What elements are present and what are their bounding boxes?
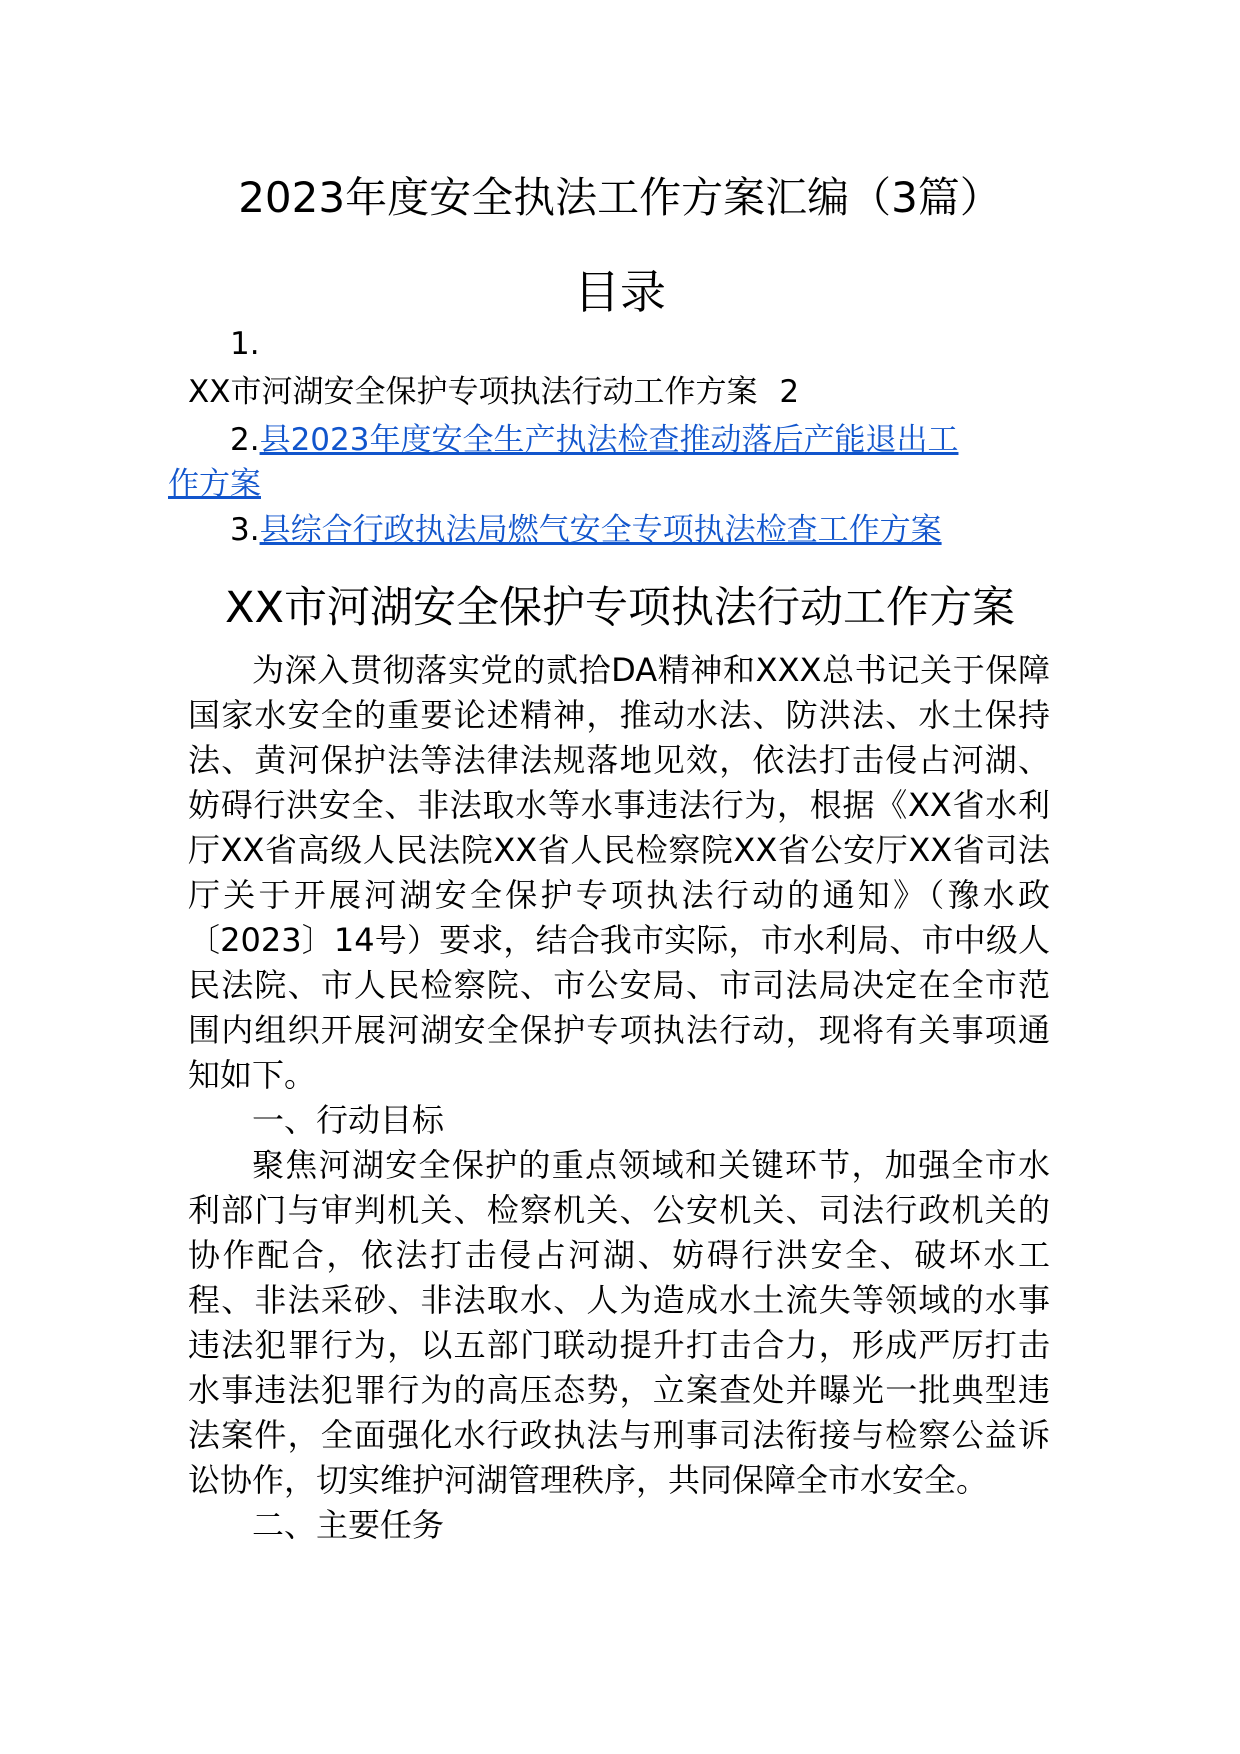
- toc-item-1-text: XX市河湖安全保护专项执法行动工作方案: [188, 374, 758, 410]
- toc-item-1[interactable]: [188, 368, 799, 416]
- toc-item-2-continued[interactable]: [168, 460, 261, 508]
- toc-heading: 目录: [574, 265, 666, 319]
- document-body: [188, 648, 1050, 1548]
- paragraph-action-goals: 聚焦河湖安全保护的重点领域和关键环节，加强全市水利部门与审判机关、检察机关、公安机关、司法行政机关的协作配合，依法打击侵占河湖、妨碍行洪安全、破坏水工程、非法采砂、非法取水、人为造成水土流失等领域的水事违法犯罪行为，以五部门联动提升打击合力，形成严厉打击水事违法犯罪行为的高压态势，立案查处并曝光一批典型违法案件，全面强化水行政执法与刑事司法衔接与检察公益诉讼协作，切实维护河湖管理秩序，共同保障全市水安全。: [188, 1146, 1050, 1499]
- toc-item-3-link[interactable]: 县综合行政执法局燃气安全专项执法检查工作方案: [259, 512, 942, 548]
- toc-item-1-page: 2: [779, 374, 800, 410]
- toc-item-2[interactable]: [230, 416, 958, 464]
- section-title: XX市河湖安全保护专项执法行动工作方案: [225, 583, 1015, 633]
- toc-item-2-number: 2.: [230, 422, 260, 458]
- document-title: 2023年度安全执法工作方案汇编（3篇）: [238, 173, 1002, 222]
- heading-action-goals: 一、行动目标: [252, 1101, 445, 1139]
- toc-item-2-link-line2[interactable]: 作方案: [168, 466, 261, 502]
- toc-item-3[interactable]: [230, 506, 942, 554]
- toc-item-2-link-line1[interactable]: 县2023年度安全生产执法检查推动落后产能退出工: [259, 422, 959, 458]
- paragraph-intro: 为深入贯彻落实党的贰拾DA精神和XXX总书记关于保障国家水安全的重要论述精神，推动水法、防洪法、水土保持法、黄河保护法等法律法规落地见效，依法打击侵占河湖、妨碍行洪安全、非法取水等水事违法行为，根据《XX省水利厅XX省高级人民法院XX省人民检察院XX省公安厅XX省司法厅关于开展河湖安全保护专项执法行动的通知》（豫水政〔2023〕14号）要求，结合我市实际，市水利局、市中级人民法院、市人民检察院、市公安局、市司法局决定在全市范围内组织开展河湖安全保护专项执法行动，现将有关事项通知如下。: [188, 651, 1050, 1094]
- heading-main-tasks: 二、主要任务: [252, 1506, 445, 1544]
- toc-item-1-number: 1.: [230, 326, 260, 362]
- toc-item-3-number: 3.: [230, 512, 260, 548]
